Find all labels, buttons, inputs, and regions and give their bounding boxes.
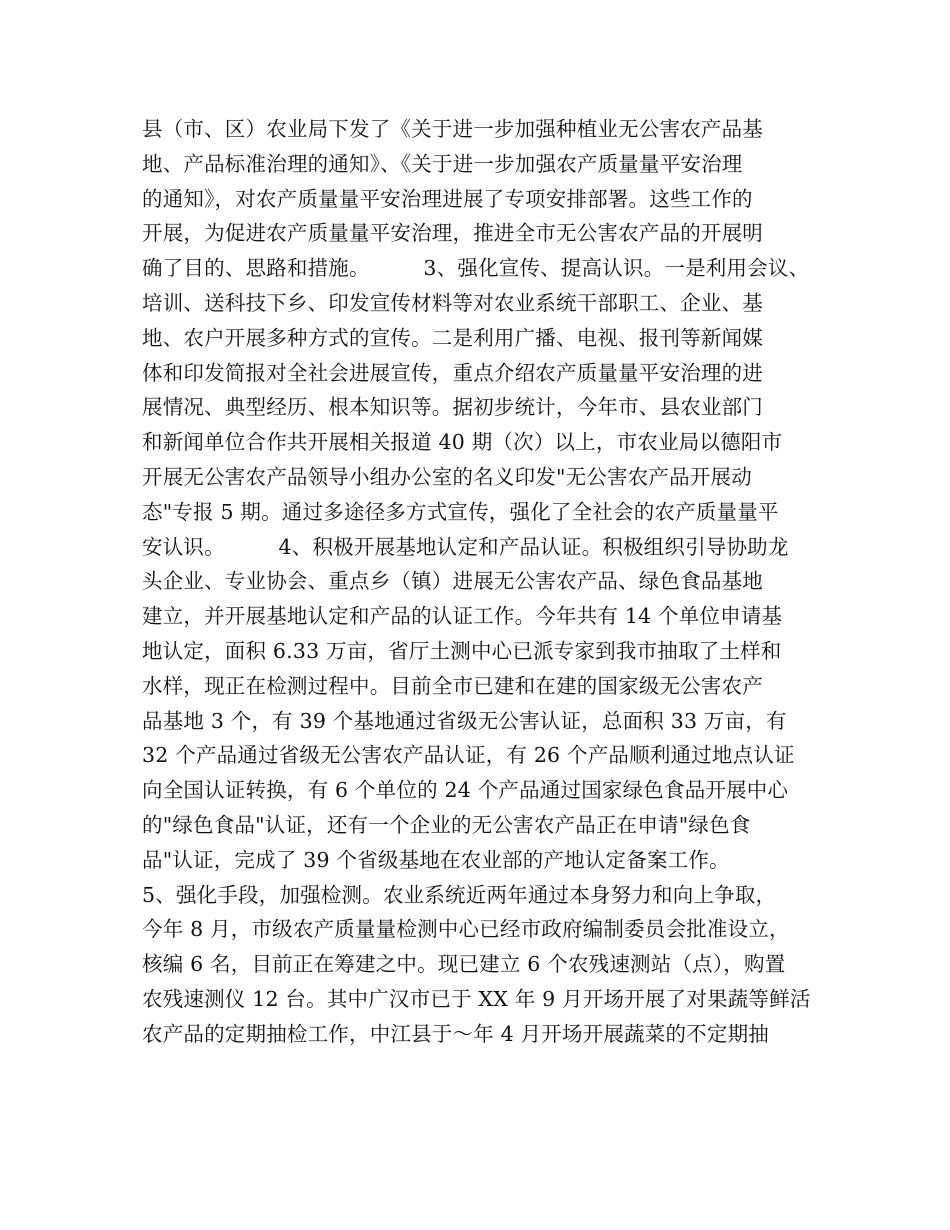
text-line: 5、强化手段，加强检测。农业系统近两年通过本身努力和向上争取，: [142, 882, 777, 907]
text-line: 农残速测仪 12 台。其中广汉市已于 XX 年 9 月开场开展了对果蔬等鲜活: [142, 986, 811, 1011]
text-line: 展情况、典型经历、根本知识等。据初步统计，今年市、县农业部门: [142, 395, 763, 420]
text-line: 向全国认证转换，有 6 个单位的 24 个产品通过国家绿色食品开展中心: [142, 778, 789, 803]
text-line: 农产品的定期抽检工作，中江县于～年 4 月开场开展蔬菜的不定期抽: [142, 1021, 769, 1046]
text-line: 开展，为促进农产质量量平安治理，推进全市无公害农产品的开展明: [142, 221, 763, 246]
text-line: 32 个产品通过省级无公害农产品认证，有 26 个产品顺利通过地点认证: [142, 743, 795, 768]
text-line: 和新闻单位合作共开展相关报道 40 期（次）以上，市农业局以德阳市: [142, 430, 783, 455]
text-line: 今年 8 月，市级农产质量量检测中心已经市政府编制委员会批准设立，: [142, 917, 790, 942]
text-line: 核编 6 名，目前正在筹建之中。现已建立 6 个农残速测站（点），购置: [142, 952, 786, 977]
text-line: 品基地 3 个，有 39 个基地通过省级无公害认证，总面积 33 万亩，有: [142, 708, 787, 733]
text-line: 水样，现正在检测过程中。目前全市已建和在建的国家级无公害农产: [142, 673, 763, 698]
text-line: 培训、送科技下乡、印发宣传材料等对农业系统干部职工、企业、基: [142, 290, 763, 315]
body-text: [142, 112, 842, 1052]
text-line: 建立，并开展基地认定和产品的认证工作。今年共有 14 个单位申请基: [142, 604, 783, 629]
text-line: 态"专报 5 期。通过多途径多方式宣传，强化了全社会的农产质量量平: [142, 499, 779, 524]
text-line: 地、农户开展多种方式的宣传。二是利用广播、电视、报刊等新闻媒: [142, 325, 763, 350]
text-line: 地认定，面积 6.33 万亩，省厅土测中心已派专家到我市抽取了土样和: [142, 638, 782, 663]
text-line: 的通知》，对农产质量量平安治理进展了专项安排部署。这些工作的: [142, 186, 753, 211]
text-line: 确了目的、思路和措施。 3、强化宣传、提高认识。一是利用会议、: [142, 256, 810, 281]
text-line: 品"认证，完成了 39 个省级基地在农业部的产地认定备案工作。: [142, 847, 730, 872]
text-line: 县（市、区）农业局下发了《关于进一步加强种植业无公害农产品基: [142, 117, 763, 141]
text-line: 安认识。 4、积极开展基地认定和产品认证。积极组织引导协助龙: [142, 534, 789, 559]
text-line: 开展无公害农产品领导小组办公室的名义印发"无公害农产品开展动: [142, 464, 752, 489]
text-line: 的"绿色食品"认证，还有一个企业的无公害农产品正在申请"绿色食: [142, 812, 751, 837]
text-line: 体和印发简报对全社会进展宣传，重点介绍农产质量量平安治理的进: [142, 360, 763, 385]
text-line: 地、产品标准治理的通知》、《关于进一步加强农产质量量平安治理: [142, 151, 743, 176]
text-line: 头企业、专业协会、重点乡（镇）进展无公害农产品、绿色食品基地: [142, 569, 763, 594]
